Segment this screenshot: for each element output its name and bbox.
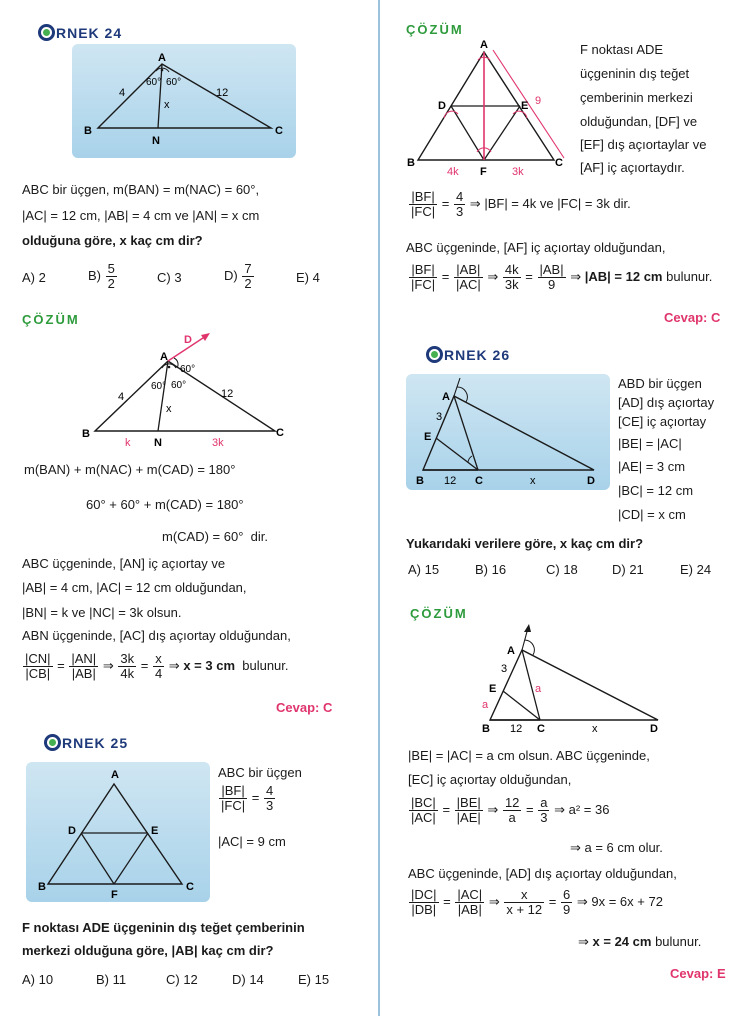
triangle-figure-26 (406, 374, 610, 490)
angle-nac-label: 60° (166, 77, 182, 88)
solution-1-text-4: ABN üçgeninde, [AC] dış açıortay olduğundan, (22, 628, 291, 643)
vertex-b-label: B (84, 125, 92, 137)
segment-fc-label: 3k (512, 166, 524, 178)
triangle-figure-25 (26, 762, 210, 902)
vertex-c-label: C (555, 157, 563, 169)
side-ac-length-label: 9 (535, 95, 542, 107)
solution-1-ratio: $\frac{|CN|}{|CB|}$ = $\frac{|AN|}{|AB|}$ ⇒ $\frac{3k}{4k}$ = $\frac{x}{4}$ ⇒ x = 3 cm bulunur. (25, 651, 289, 681)
angle-cad-label: 60° (180, 364, 196, 375)
solution-2-figure (400, 38, 572, 180)
angle-nac-label: 60° (171, 380, 187, 391)
side-ab-label: 4 (118, 391, 125, 403)
option-a[interactable]: A) 2 (22, 270, 46, 285)
example-24-question: olduğuna göre, x kaç cm dir? (22, 233, 203, 248)
vertex-c-label: C (276, 427, 284, 439)
solution-3-text-3: ABC üçgeninde, [AD] dış açıortay olduğundan, (408, 866, 677, 881)
option-a[interactable]: A) 15 (408, 562, 440, 577)
example-25-question-2: merkezi olduğuna göre, |AB| kaç cm dir? (22, 943, 274, 958)
segment-ae-label: 3 (436, 411, 443, 423)
example-26-given-1: ABD bir üçgen (618, 376, 702, 391)
example-24-heading: RNEK 24 (38, 24, 122, 41)
side-ab-label: 4 (119, 87, 126, 99)
solution-3-figure (470, 624, 670, 736)
solution-3-result-a: ⇒ a = 6 cm olur. (570, 840, 663, 855)
example-26-heading: RNEK 26 (426, 346, 510, 363)
point-f-label: F (480, 166, 487, 178)
segment-cd-label: x (530, 475, 536, 487)
point-d-label: D (438, 100, 446, 112)
solution-1-equation-3: m(CAD) = 60° dir. (162, 529, 268, 544)
example-25-figure (26, 762, 210, 902)
solution-3-text-1: |BE| = |AC| = a cm olsun. ABC üçgeninde, (408, 748, 650, 763)
solution-3-ratio-1: $\frac{|BC|}{|AC|}$ = $\frac{|BE|}{|AE|}$ ⇒ $\frac{12}{a}$ = $\frac{a}{3}$ ⇒ a² = 36 (411, 795, 610, 825)
segment-nc-label: 3k (212, 437, 224, 448)
o-logo-icon (44, 734, 61, 751)
solution-3-heading: ÇÖZÜM (410, 606, 468, 621)
option-a[interactable]: A) 10 (22, 972, 54, 987)
example-24-given-2: |AC| = 12 cm, |AB| = 4 cm ve |AN| = x cm (22, 208, 260, 223)
vertex-b-label: B (482, 723, 490, 735)
option-d-label: D) (224, 267, 238, 283)
solution-2-para-3: çemberinin merkezi (580, 90, 693, 105)
solution-2-ratio-1: $\frac{|BF|}{|FC|}$ = $\frac{4}{3}$ ⇒ |BF| = 4k ve |FC| = 3k dir. (411, 189, 631, 219)
option-c[interactable]: C) 3 (157, 270, 182, 285)
option-d[interactable]: D) 14 (232, 972, 264, 987)
option-e[interactable]: E) 15 (298, 972, 330, 987)
vertex-a-label: A (507, 645, 515, 657)
segment-bc-label: 12 (510, 723, 523, 735)
solution-1-heading: ÇÖZÜM (22, 312, 80, 327)
vertex-a-label: A (111, 769, 119, 781)
vertex-c-label: C (275, 125, 283, 137)
segment-be-label: a (482, 699, 489, 711)
example-26-question: Yukarıdaki verilere göre, x kaç cm dir? (406, 536, 644, 551)
answer-label: Cevap: C (276, 700, 333, 715)
point-f-label: F (111, 889, 118, 901)
example-26-given-3: [CE] iç açıortay (618, 414, 707, 429)
point-e-label: E (521, 100, 529, 112)
solution-1-equation-1: m(BAN) + m(NAC) + m(CAD) = 180° (24, 462, 236, 477)
example-26-given-6: |BC| = 12 cm (618, 483, 694, 498)
example-26-figure (406, 374, 610, 490)
point-d-label: D (68, 825, 76, 837)
solution-2-ratio-2: $\frac{|BF|}{|FC|}$ = $\frac{|AB|}{|AC|}$ ⇒ $\frac{4k}{3k}$ = $\frac{|AB|}{9}$ ⇒ |AB| = 12 cm bulunur. (411, 262, 713, 292)
point-e-label: E (489, 683, 497, 695)
vertex-b-label: B (407, 157, 415, 169)
vertex-a-label: A (158, 52, 166, 64)
solution-2-para-2: üçgeninin dış teğet (580, 66, 690, 81)
solution-1-text-3: |BN| = k ve |NC| = 3k olsun. (22, 605, 182, 620)
example-25-given-3: |AC| = 9 cm (218, 834, 286, 849)
side-ac-label: 12 (216, 87, 229, 99)
o-logo-icon (38, 24, 55, 41)
solution-1-text-2: |AB| = 4 cm, |AC| = 12 cm olduğundan, (22, 580, 247, 595)
point-c-label: C (537, 723, 545, 735)
angle-ban-label: 60° (151, 381, 167, 392)
point-n-label: N (152, 135, 160, 147)
example-26-given-7: |CD| = x cm (618, 507, 686, 522)
option-d[interactable]: D) 21 (612, 562, 644, 577)
solution-1-figure (70, 328, 300, 448)
column-divider (378, 0, 380, 1016)
option-b-label: B) (88, 267, 101, 283)
example-26-given-2: [AD] dış açıortay (618, 395, 715, 410)
segment-ac-label: a (535, 683, 542, 695)
point-n-label: N (154, 437, 162, 448)
option-c[interactable]: C) 12 (166, 972, 198, 987)
answer-label: Cevap: E (670, 966, 726, 981)
example-25-heading: RNEK 25 (44, 734, 128, 751)
segment-bc-label: 12 (444, 475, 457, 487)
solution-2-para-5: [EF] dış açıortaylar ve (580, 137, 707, 152)
option-c[interactable]: C) 18 (546, 562, 578, 577)
solution-3-final: ⇒ x = 24 cm bulunur. (578, 934, 702, 949)
option-e[interactable]: E) 24 (680, 562, 712, 577)
point-e-label: E (151, 825, 159, 837)
segment-an-label: x (164, 99, 170, 111)
vertex-b-label: B (82, 428, 90, 440)
example-26-given-5: |AE| = 3 cm (618, 459, 686, 474)
point-d-label: D (184, 334, 192, 346)
option-d[interactable] (224, 262, 255, 291)
solution-3-ratio-2: $\frac{|DC|}{|DB|}$ = $\frac{|AC|}{|AB|}$ ⇒ $\frac{x}{x + 12}$ = $\frac{6}{9}$ ⇒ 9x = 6x + 72 (411, 887, 663, 917)
point-c-label: C (475, 475, 483, 487)
solution-2-para-1: F noktası ADE (580, 42, 664, 57)
vertex-a-label: A (480, 39, 488, 51)
option-b[interactable] (88, 262, 118, 291)
example-24-given-1: ABC bir üçgen, m(BAN) = m(NAC) = 60°, (22, 182, 260, 197)
vertex-b-label: B (38, 881, 46, 893)
option-b[interactable]: B) 16 (475, 562, 507, 577)
option-d-fraction: $\frac{7}{2}$ (244, 261, 252, 291)
example-24-figure (72, 44, 296, 158)
point-e-label: E (424, 431, 432, 443)
solution-3-text-2: [EC] iç açıortay olduğundan, (408, 772, 572, 787)
segment-bn-label: k (125, 437, 131, 448)
answer-label: Cevap: C (664, 310, 721, 325)
side-ac-label: 12 (221, 388, 234, 400)
solution-2-text: ABC üçgeninde, [AF] iç açıortay olduğundan, (406, 240, 666, 255)
option-e[interactable]: E) 4 (296, 270, 320, 285)
segment-an-label: x (166, 403, 172, 415)
segment-bf-label: 4k (447, 166, 459, 178)
triangle-figure-24 (72, 44, 296, 158)
example-25-question-1: F noktası ADE üçgeninin dış teğet çemberinin (22, 920, 305, 935)
vertex-d-label: D (587, 475, 595, 487)
vertex-c-label: C (186, 881, 194, 893)
vertex-a-label: A (160, 351, 168, 363)
vertex-a-label: A (442, 391, 450, 403)
segment-cd-label: x (592, 723, 598, 735)
solution-1-equation-2: 60° + 60° + m(CAD) = 180° (86, 497, 244, 512)
option-b[interactable]: B) 11 (96, 972, 127, 987)
angle-ban-label: 60° (146, 77, 162, 88)
segment-ae-label: 3 (501, 663, 508, 675)
option-b-fraction: $\frac{5}{2}$ (107, 261, 115, 291)
example-26-given-4: |BE| = |AC| (618, 436, 682, 451)
vertex-b-label: B (416, 475, 424, 487)
solution-1-text-1: ABC üçgeninde, [AN] iç açıortay ve (22, 556, 226, 571)
solution-2-para-4: olduğundan, [DF] ve (580, 114, 698, 129)
solution-2-heading: ÇÖZÜM (406, 22, 464, 37)
o-logo-icon (426, 346, 443, 363)
solution-2-para-6: [AF] iç açıortaydır. (580, 160, 685, 175)
example-25-given-1: ABC bir üçgen (218, 765, 302, 780)
vertex-d-label: D (650, 723, 658, 735)
example-25-given-2: $\frac{|BF|}{|FC|}$ = $\frac{4}{3}$ (221, 783, 274, 813)
